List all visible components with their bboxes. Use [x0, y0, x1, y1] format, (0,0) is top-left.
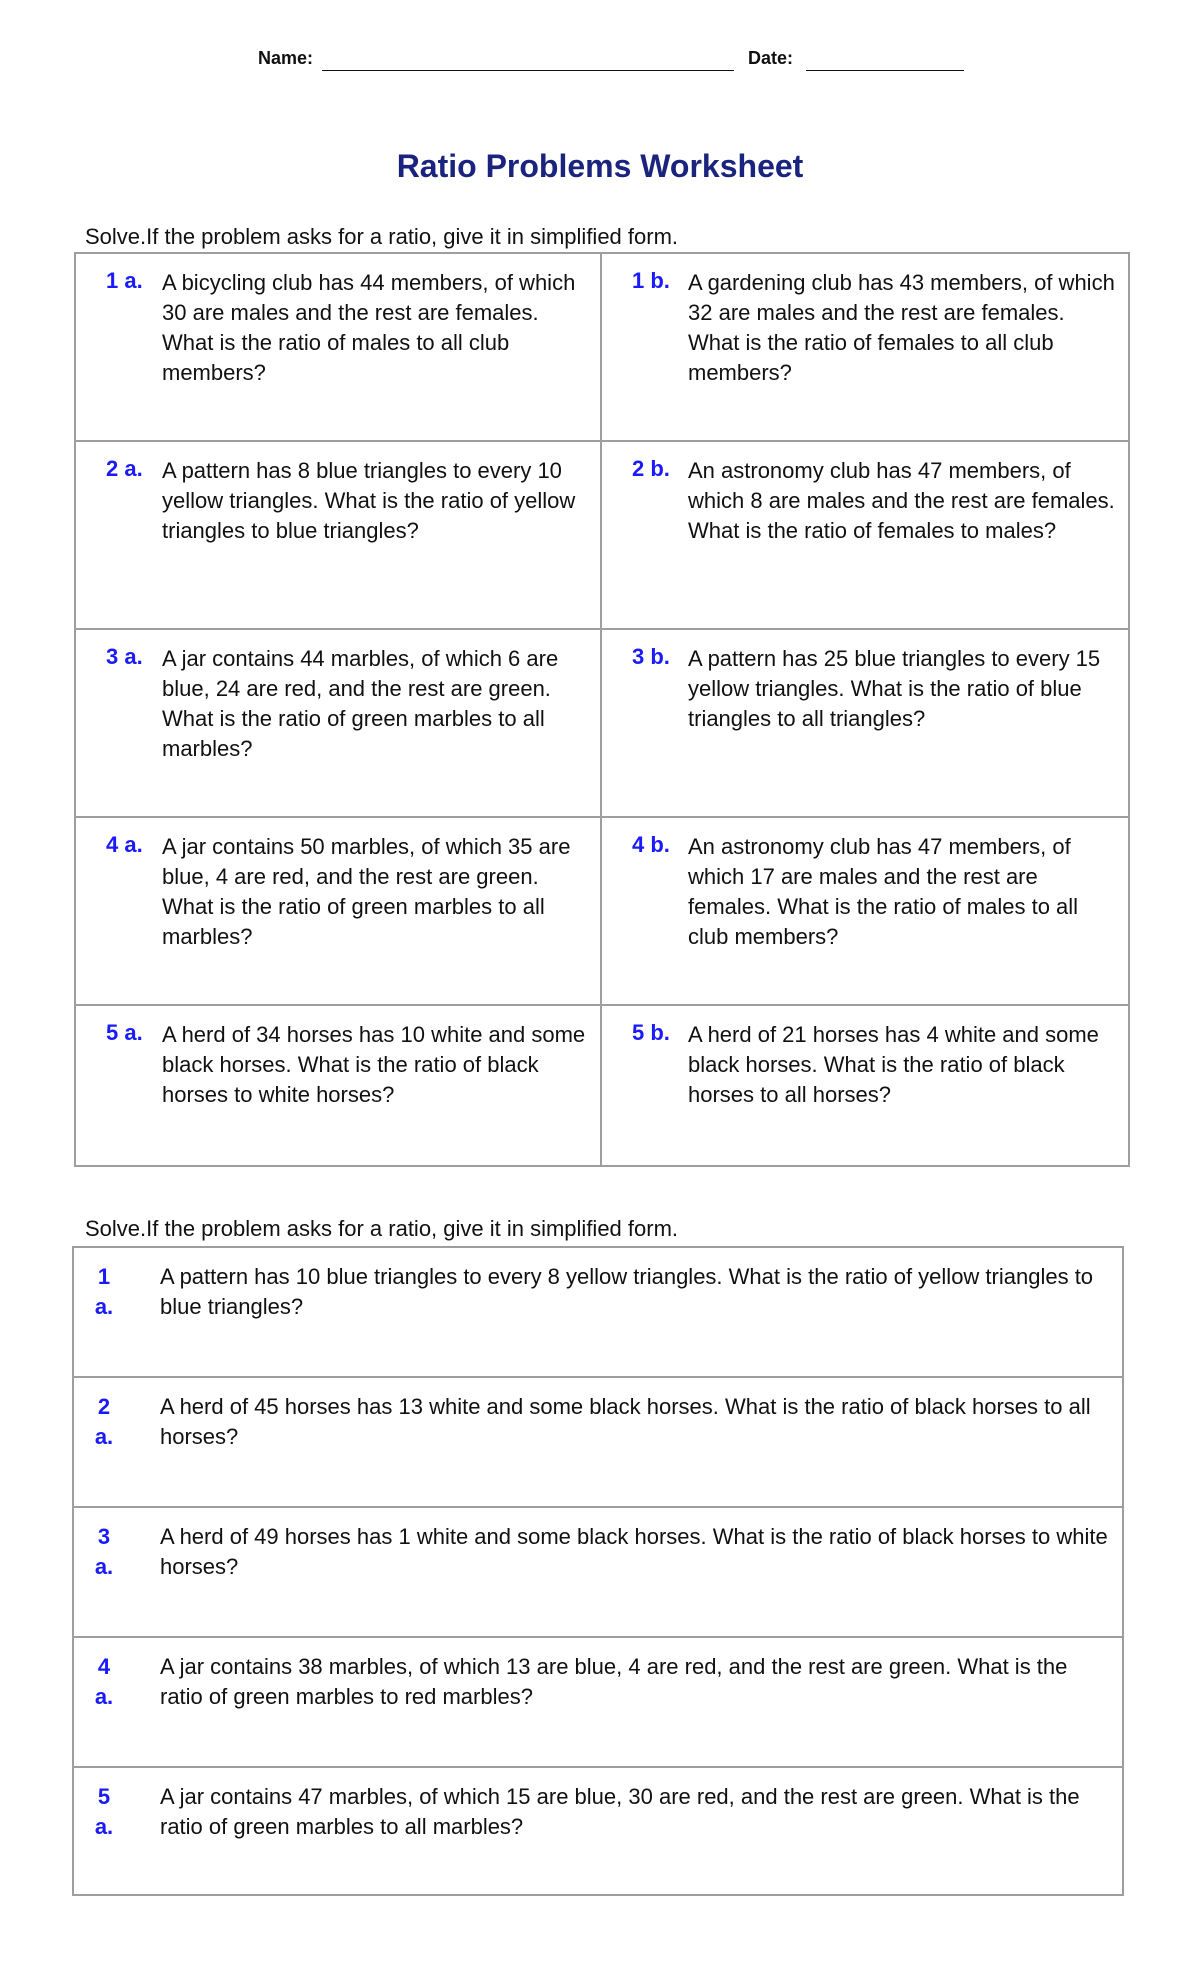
problem-text: A herd of 34 horses has 10 white and some black horses. What is the ratio of black horses to white horses?	[162, 1022, 586, 1107]
problem-text: A herd of 45 horses has 13 white and some black horses. What is the ratio of black horses to all horses?	[160, 1394, 1091, 1449]
name-field[interactable]	[322, 70, 734, 71]
problem-number-letter: a.	[94, 1294, 114, 1319]
problem-row	[74, 1378, 1122, 1508]
section2-problem-list	[72, 1246, 1124, 1896]
problem-number-letter: a.	[94, 1554, 114, 1579]
problem-number	[84, 1782, 124, 1842]
problem-text: A herd of 21 horses has 4 white and some black horses. What is the ratio of black horses to all horses?	[688, 1022, 1099, 1107]
problem-row	[74, 1768, 1122, 1894]
problem-number-digit: 1	[97, 1264, 111, 1289]
problem-text: A bicycling club has 44 members, of which 30 are males and the rest are females. What is the ratio of males to all club members?	[162, 270, 576, 385]
problem-number: 3 b.	[632, 644, 670, 669]
problem-text: A jar contains 50 marbles, of which 35 are blue, 4 are red, and the rest are green. What is the ratio of green marbles to all marbles?	[162, 834, 571, 949]
problem-text: A jar contains 38 marbles, of which 13 are blue, 4 are red, and the rest are green. What is the ratio of green marbles to red marbles?	[160, 1654, 1068, 1709]
problem-text: A jar contains 47 marbles, of which 15 are blue, 30 are red, and the rest are green. What is the ratio of green marbles to all marbles?	[160, 1784, 1080, 1839]
section1-problem-grid	[74, 252, 1130, 1167]
problem-number-letter: a.	[94, 1424, 114, 1449]
problem-cell	[76, 1006, 602, 1165]
problem-number-digit: 3	[97, 1524, 111, 1549]
problem-number-digit: 5	[97, 1784, 111, 1809]
problem-number-letter: a.	[94, 1684, 114, 1709]
problem-number-digit: 4	[97, 1654, 111, 1679]
problem-row	[74, 1248, 1122, 1378]
date-label: Date:	[748, 48, 794, 68]
problem-text: A pattern has 10 blue triangles to every 8 yellow triangles. What is the ratio of yellow triangles to blue triangles?	[160, 1264, 1094, 1319]
problem-cell	[602, 254, 1128, 442]
page-title: Ratio Problems Worksheet	[396, 148, 804, 184]
problem-number	[84, 1652, 124, 1712]
name-label: Name:	[258, 48, 314, 68]
problem-number: 2 a.	[106, 456, 143, 481]
problem-number: 5 a.	[106, 1020, 143, 1045]
problem-number: 3 a.	[106, 644, 143, 669]
problem-cell	[76, 630, 602, 818]
problem-cell	[602, 442, 1128, 630]
problem-text: An astronomy club has 47 members, of which 17 are males and the rest are females. What is the ratio of males to all club members?	[688, 834, 1079, 949]
problem-number	[84, 1262, 124, 1322]
problem-text: A pattern has 25 blue triangles to every 15 yellow triangles. What is the ratio of blue triangles to all triangles?	[688, 646, 1101, 731]
problem-cell	[602, 818, 1128, 1006]
problem-number-digit: 2	[97, 1394, 111, 1419]
problem-text: A jar contains 44 marbles, of which 6 are blue, 24 are red, and the rest are green. What is the ratio of green marbles to all marbles?	[162, 646, 559, 761]
problem-row	[74, 1638, 1122, 1768]
problem-number: 1 a.	[106, 268, 143, 293]
problem-number-letter: a.	[94, 1814, 114, 1839]
problem-number: 5 b.	[632, 1020, 670, 1045]
problem-number	[84, 1392, 124, 1452]
problem-cell	[602, 1006, 1128, 1165]
problem-row	[74, 1508, 1122, 1638]
section1-instruction: Solve.If the problem asks for a ratio, give it in simplified form.	[85, 224, 679, 249]
date-field[interactable]	[806, 70, 964, 71]
problem-cell	[76, 818, 602, 1006]
section2-instruction: Solve.If the problem asks for a ratio, give it in simplified form.	[85, 1216, 679, 1241]
problem-cell	[602, 630, 1128, 818]
problem-cell	[76, 254, 602, 442]
problem-number: 2 b.	[632, 456, 670, 481]
problem-number: 4 a.	[106, 832, 143, 857]
problem-text: A gardening club has 43 members, of which 32 are males and the rest are females. What is the ratio of females to all club members?	[688, 270, 1115, 385]
problem-number	[84, 1522, 124, 1582]
problem-text: An astronomy club has 47 members, of which 8 are males and the rest are females. What is the ratio of females to males?	[688, 458, 1115, 543]
problem-cell	[76, 442, 602, 630]
problem-text: A herd of 49 horses has 1 white and some black horses. What is the ratio of black horses to white horses?	[160, 1524, 1108, 1579]
problem-number: 1 b.	[632, 268, 670, 293]
problem-text: A pattern has 8 blue triangles to every 10 yellow triangles. What is the ratio of yellow triangles to blue triangles?	[162, 458, 576, 543]
problem-number: 4 b.	[632, 832, 670, 857]
